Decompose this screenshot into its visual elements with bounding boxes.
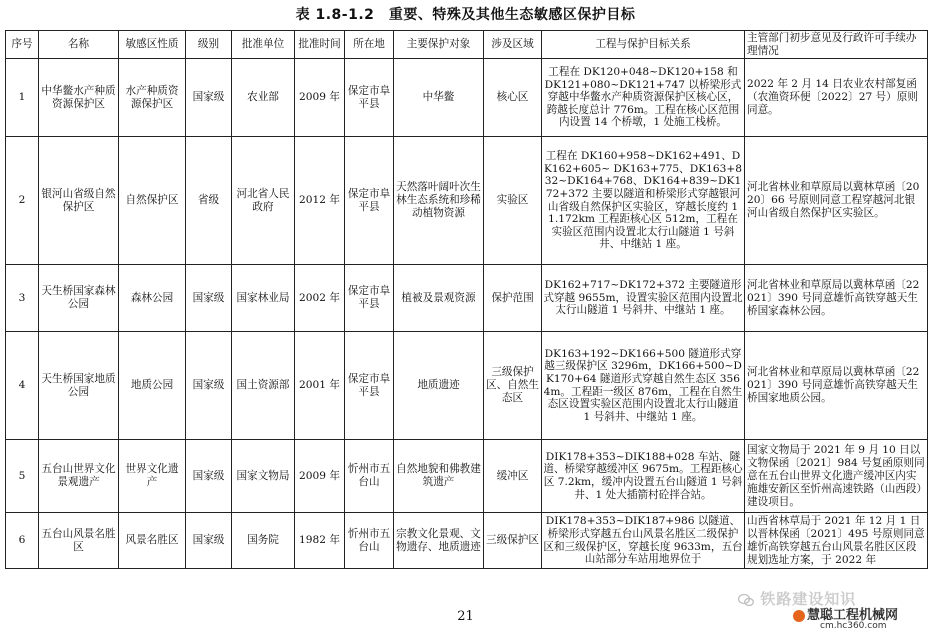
page-number: 21 [457,609,474,624]
header-cell: 敏感区性质 [119,31,186,59]
wechat-icon [738,593,754,607]
approval-time: 2001 年 [295,332,345,440]
watermark-text: 铁路建设知识 [760,590,857,608]
area-level: 省级 [186,137,232,265]
project-relation: DK162+717~DK172+372 主要隧道形式穿越 9655m，设置实验区范围内设置北太行山隧道 1 号斜井、中继站 1 座。 [542,265,745,332]
protection-object: 中华鳖 [394,59,484,137]
involved-area: 保护范围 [484,265,542,332]
project-relation: DIK178+353~DIK188+028 车站、隧道、桥梁穿越缓冲区 9675m。工程距核心区 7.2km，缓冲内设置五台山隧道 1 号斜井、1 处大插箭村砼拌合站。 [542,440,745,513]
area-level: 国家级 [186,265,232,332]
table-row [6,513,928,569]
permit-opinion: 山西省林草局于 2021 年 12 月 1 日以晋林保函〔2021〕495 号原则同意雄忻高铁穿越五台山风景名胜区区段规划选址方案，于 2022 年 [745,513,928,569]
table-row [6,440,928,513]
involved-area: 缓冲区 [484,440,542,513]
protection-object: 地质遗迹 [394,332,484,440]
involved-area: 三级保护区、自然生态区 [484,332,542,440]
area-name: 五台山风景名胜区 [39,513,119,569]
row-number: 5 [6,440,39,513]
involved-area: 核心区 [484,59,542,137]
area-name: 五台山世界文化景观遗产 [39,440,119,513]
project-relation: DIK178+353~DIK187+986 以隧道、桥梁形式穿越五台山风景名胜区二级保护区和三级保护区，穿越长度 9633m，五台山站部分车站用地界位于 [542,513,745,569]
approver: 国家文物局 [232,440,295,513]
area-nature: 世界文化遗产 [119,440,186,513]
header-cell: 主要保护对象 [394,31,484,59]
approver: 河北省人民政府 [232,137,295,265]
header-cell: 所在地 [345,31,394,59]
project-relation: DK163+192~DK166+500 隧道形式穿越三级保护区 3296m，DK166+500~DK170+64 隧道形式穿越自然生态区 3564m。工程距一级区 876m，工程在自然生态区设置实验区范围内设置北太行山隧道 1 号斜井、中继站 1 座。 [542,332,745,440]
watermark-url: cm.hc360.com [820,621,887,631]
watermark-brand-text: 慧聪工程机械网 [807,608,899,623]
approver: 国土资源部 [232,332,295,440]
location: 保定市阜平县 [345,265,394,332]
protection-object: 天然落叶阔叶次生林生态系统和珍稀动植物资源 [394,137,484,265]
area-name: 天生桥国家森林公园 [39,265,119,332]
approval-time: 2002 年 [295,265,345,332]
header-cell: 工程与保护目标关系 [542,31,745,59]
area-nature: 地质公园 [119,332,186,440]
project-relation: 工程在 DK160+958~DK162+491、DK162+605~ DK163+775、DK163+832~DK164+768、DK164+839~DK172+372 主要以隧道和桥梁形式穿越银河山省级自然保护区实验区，穿越长度约 11.172km 工程距核心区 512m，工程在实验区范围内设置北太行山隧道 1 号斜井、中继站 1 座。 [542,137,745,265]
header-cell: 序号 [6,31,39,59]
approval-time: 2012 年 [295,137,345,265]
header-cell: 涉及区域 [484,31,542,59]
approval-time: 2009 年 [295,59,345,137]
table-row [6,59,928,137]
area-level: 国家级 [186,59,232,137]
permit-opinion: 国家文物局于 2021 年 9 月 10 日以文物保函〔2021〕984 号复函原则同意在五台山世界文化遗产缓冲区内实施雄安新区至忻州高速铁路（山西段）建设项目。 [745,440,928,513]
area-nature: 风景名胜区 [119,513,186,569]
protection-object: 植被及景观资源 [394,265,484,332]
involved-area: 实验区 [484,137,542,265]
involved-area: 三级保护区 [484,513,542,569]
area-name: 银河山省级自然保护区 [39,137,119,265]
approval-time: 1982 年 [295,513,345,569]
permit-opinion: 河北省林业和草原局以冀林草函〔22021〕390 号同意雄忻高铁穿越天生桥国家森林公园。 [745,265,928,332]
location: 保定市阜平县 [345,59,394,137]
project-relation: 工程在 DK120+048~DK120+158 和 DK121+080~DK121+747 以桥梁形式穿越中华鳖水产种质资源保护区核心区，跨越长度总计 776m。工程在核心区范围内设置 14 个桥墩，1 处施工栈桥。 [542,59,745,137]
location: 忻州市五台山 [345,513,394,569]
area-name: 中华鳖水产种质资源保护区 [39,59,119,137]
area-nature: 森林公园 [119,265,186,332]
permit-opinion: 河北省林业和草原局以冀林草函〔2020〕66 号原则同意工程穿越河北银河山省级自然保护区实验区。 [745,137,928,265]
header-cell: 批准单位 [232,31,295,59]
area-nature: 自然保护区 [119,137,186,265]
row-number: 2 [6,137,39,265]
location: 保定市阜平县 [345,332,394,440]
row-number: 4 [6,332,39,440]
row-number: 1 [6,59,39,137]
area-level: 国家级 [186,440,232,513]
approver: 国务院 [232,513,295,569]
header-cell: 批准时间 [295,31,345,59]
table-row [6,332,928,440]
row-number: 6 [6,513,39,569]
area-name: 天生桥国家地质公园 [39,332,119,440]
table-row [6,137,928,265]
approver: 农业部 [232,59,295,137]
header-row [6,31,928,59]
approver: 国家林业局 [232,265,295,332]
area-nature: 水产种质资源保护区 [119,59,186,137]
permit-opinion: 2022 年 2 月 14 日农业农村部复函（农渔资环便〔2022〕27 号）原则同意。 [745,59,928,137]
table-title: 表 1.8-1.2 重要、特殊及其他生态敏感区保护目标 [295,7,636,23]
header-cell: 级别 [186,31,232,59]
header-cell: 名称 [39,31,119,59]
permit-opinion: 河北省林业和草原局以冀林草函〔22021〕390 号同意雄忻高铁穿越天生桥国家地质公园。 [745,332,928,440]
area-level: 国家级 [186,513,232,569]
sensitive-area-table [5,30,928,569]
area-level: 国家级 [186,332,232,440]
protection-object: 宗教文化景观、文物遗存、地质遗迹 [394,513,484,569]
approval-time: 2009 年 [295,440,345,513]
location: 忻州市五台山 [345,440,394,513]
row-number: 3 [6,265,39,332]
location: 保定市阜平县 [345,137,394,265]
protection-object: 自然地貌和佛教建筑遗产 [394,440,484,513]
table-row [6,265,928,332]
header-cell: 主管部门初步意见及行政许可手续办理情况 [745,31,928,59]
